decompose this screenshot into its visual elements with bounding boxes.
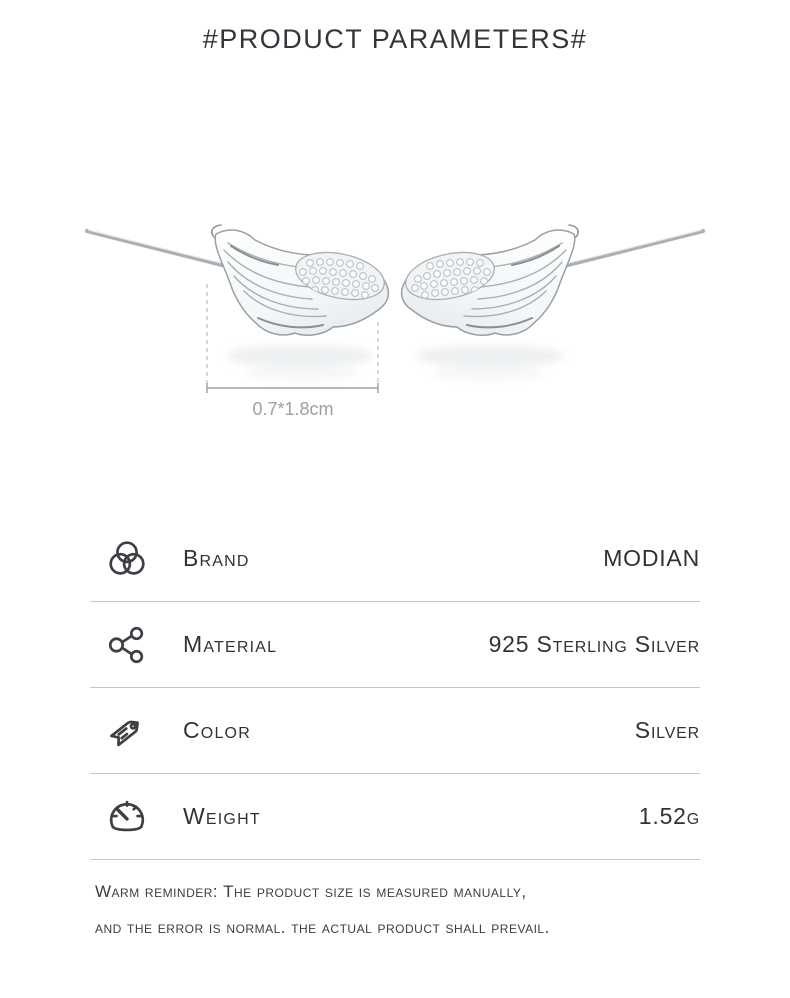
warm-reminder: [0, 860, 790, 938]
spec-table: [90, 516, 700, 860]
spec-label: Brand: [183, 545, 250, 571]
reminder-line-1: Warm reminder: The product size is measured manually,: [95, 882, 527, 901]
brand-circles-icon: [104, 536, 150, 582]
spec-row-color: [90, 688, 700, 774]
material-share-icon: [104, 622, 150, 668]
weight-gauge-icon: [104, 794, 150, 840]
right-earring: [401, 225, 703, 380]
spec-label: Weight: [183, 803, 261, 829]
spec-row-material: [90, 602, 700, 688]
spec-value: Silver: [634, 717, 700, 743]
page-title: #PRODUCT PARAMETERS#: [202, 24, 588, 54]
dimension-label: 0.7*1.8cm: [252, 399, 334, 419]
left-earring: [87, 225, 389, 380]
spec-label: Color: [183, 717, 251, 743]
color-tag-icon: [104, 708, 150, 754]
header: [0, 0, 790, 56]
spec-value: MODIAN: [603, 545, 700, 571]
spec-value: 925 Sterling Silver: [488, 631, 700, 657]
spec-value: 1.52g: [638, 803, 700, 829]
product-figure: [0, 56, 790, 516]
spec-label: Material: [183, 631, 278, 657]
reminder-line-2: and the error is normal. the actual product shall prevail.: [95, 918, 550, 937]
earrings-image: [0, 56, 790, 516]
spec-row-brand: [90, 516, 700, 602]
spec-row-weight: [90, 774, 700, 860]
